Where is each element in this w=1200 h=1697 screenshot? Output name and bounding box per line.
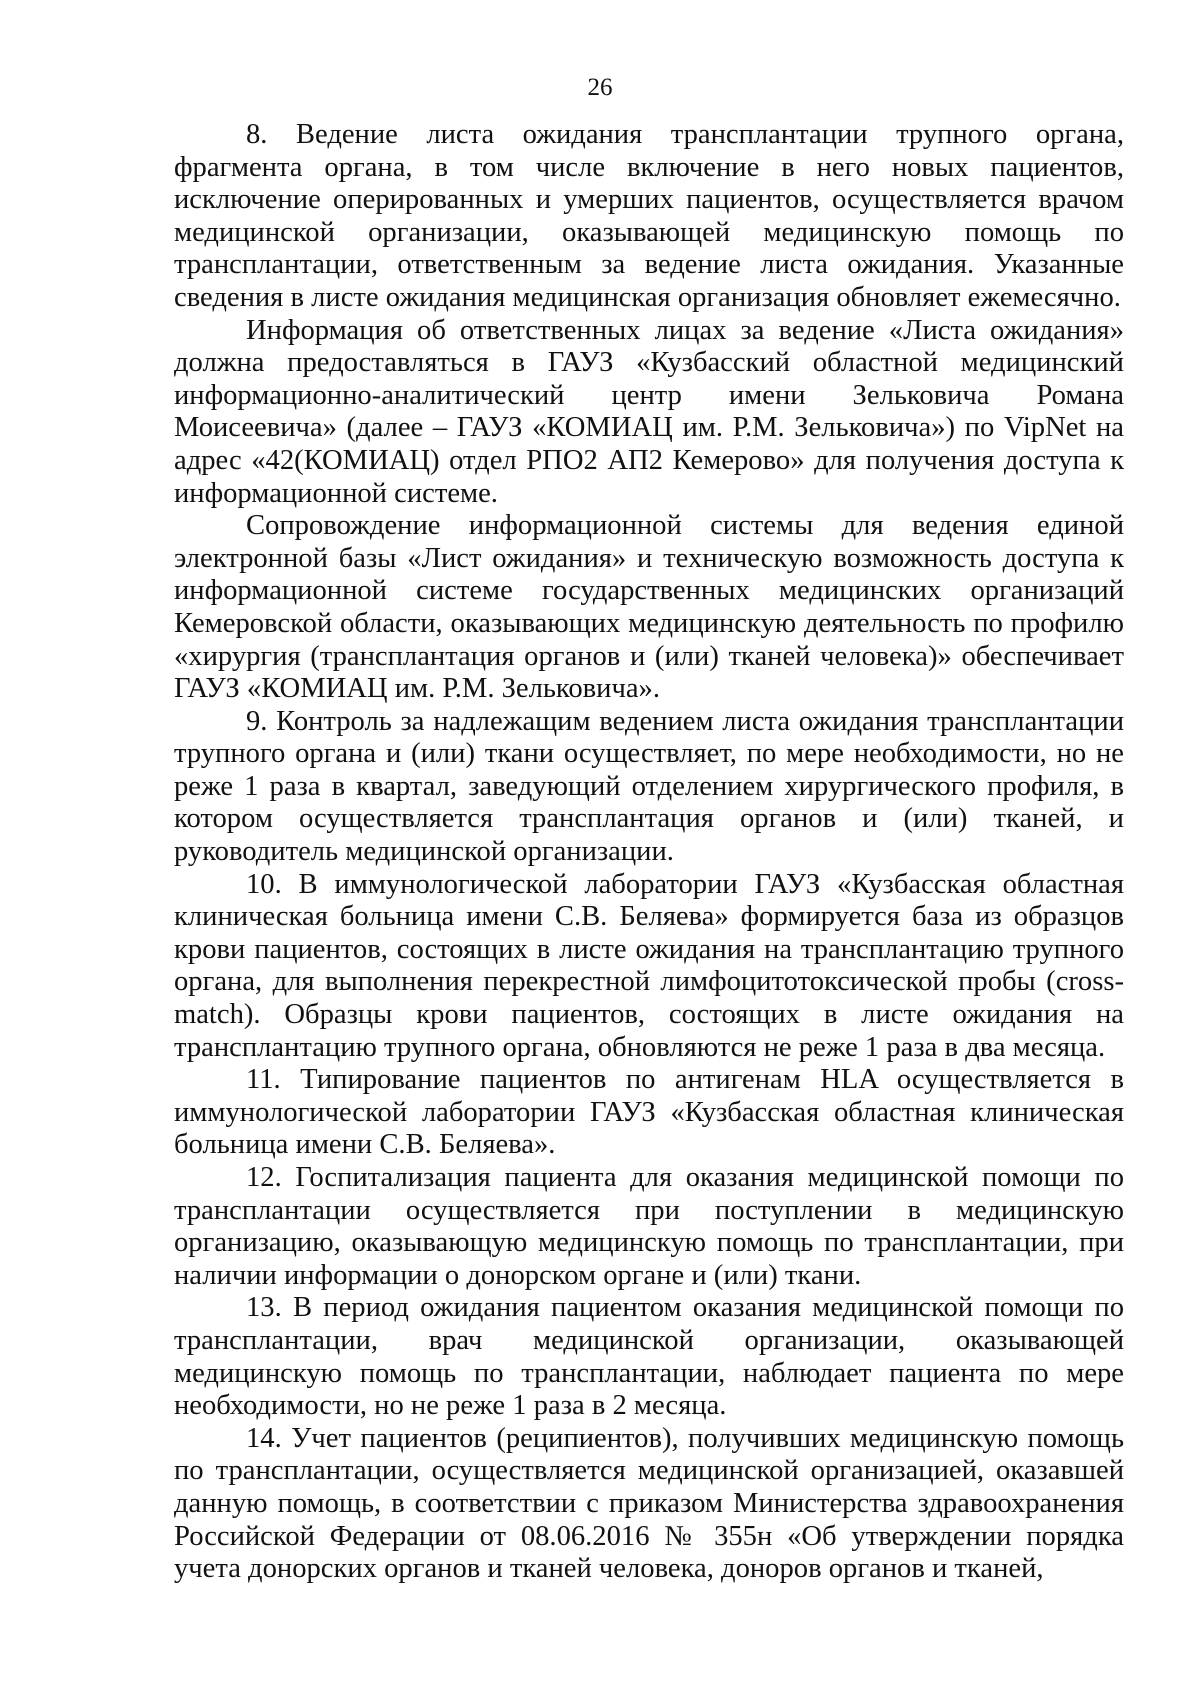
paragraph-information-system: Сопровождение информационной системы для ведения единой электронной базы «Лист ожидания» и техническую возможность доступа к информационной системе государственных медицинских организаций Кемеровской области, оказывающих медицинскую деятельность по профилю «хирургия (трансплантация органов и (или) тканей человека)» обеспечивает ГАУЗ «КОМИАЦ им. Р.М. Зельковича». [174,510,1124,705]
paragraph-8: 8. Ведение листа ожидания трансплантации трупного органа, фрагмента органа, в том числе включение в него новых пациентов, исключение оперированных и умерших пациентов, осуществляется врачом медицинской организации, оказывающей медицинскую помощь по трансплантации, ответственным за ведение листа ожидания. Указанные сведения в листе ожидания медицинская организация обновляет ежемесячно. [174,119,1124,313]
paragraph-12: 12. Госпитализация пациента для оказания медицинской помощи по трансплантации осуществляется при поступлении в медицинскую организацию, оказывающую медицинскую помощь по трансплантации, при наличии информации о донорском органе и (или) ткани. [174,1162,1124,1291]
document-body [174,119,1124,1586]
paragraph-14: 14. Учет пациентов (реципиентов), получивших медицинскую помощь по трансплантации, осуществляется медицинской организацией, оказавшей данную помощь, в соответствии с приказом Министерства здравоохранения Российской Федерации от 08.06.2016 № 355н «Об утверждении порядка учета донорских органов и тканей человека, доноров органов и тканей, [174,1422,1124,1585]
paragraph-responsible-persons: Информация об ответственных лицах за ведение «Листа ожидания» должна предоставляться в ГАУЗ «Кузбасский областной медицинский информационно-аналитический центр имени Зельковича Романа Моисеевича» (далее – ГАУЗ «КОМИАЦ им. Р.М. Зельковича») по VipNet на адрес «42(КОМИАЦ) отдел РПО2 АП2 Кемерово» для получения доступа к информационной системе. [174,314,1124,509]
paragraph-10: 10. В иммунологической лаборатории ГАУЗ «Кузбасская областная клиническая больница имени С.В. Беляева» формируется база из образцов крови пациентов, состоящих в листе ожидания на трансплантацию трупного органа, для выполнения перекрестной лимфоцитотоксической пробы (cross-match). Образцы крови пациентов, состоящих в листе ожидания на трансплантацию трупного органа, обновляются не реже 1 раза в два месяца. [174,868,1124,1063]
paragraph-11: 11. Типирование пациентов по антигенам HLA осуществляется в иммунологической лаборатории ГАУЗ «Кузбасская областная клиническая больница имени С.В. Беляева». [174,1064,1124,1161]
paragraph-9: 9. Контроль за надлежащим ведением листа ожидания трансплантации трупного органа и (или) ткани осуществляет, по мере необходимости, но не реже 1 раза в квартал, заведующий отделением хирургического профиля, в котором осуществляется трансплантация органов и (или) тканей, и руководитель медицинской организации. [174,705,1124,868]
page-number: 26 [587,74,613,101]
paragraph-13: 13. В период ожидания пациентом оказания медицинской помощи по трансплантации, врач медицинской организации, оказывающей медицинскую помощь по трансплантации, наблюдает пациента по мере необходимости, но не реже 1 раза в 2 месяца. [174,1292,1124,1422]
